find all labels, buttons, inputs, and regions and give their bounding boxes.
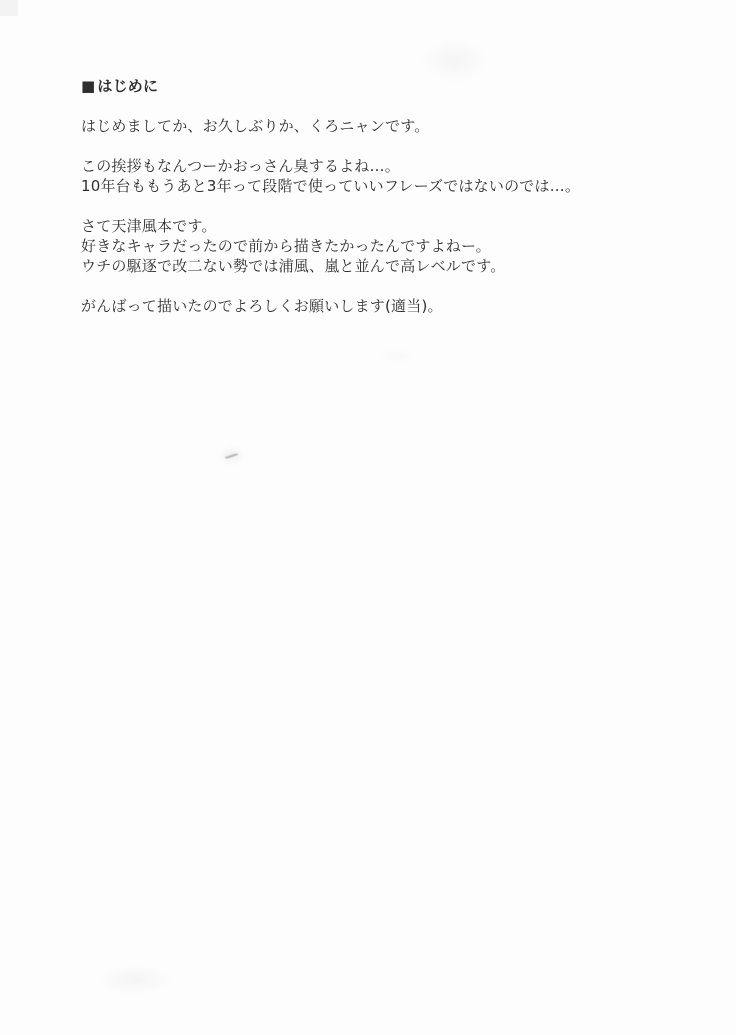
text-line: さて天津風本です。 (81, 217, 217, 235)
scan-artifact-smudge (0, 0, 18, 16)
text-line: この挨拶もなんつーかおっさん臭するよね…。 (81, 157, 400, 175)
text-line: 10年台ももうあと3年って段階で使っていいフレーズではないのでは…。 (81, 177, 581, 195)
section-heading (81, 76, 681, 96)
paragraph-closing (81, 296, 681, 316)
text-line: 好きなキャラだったので前から描きたかったんですよねー。 (81, 237, 491, 255)
text-line: はじめましてか、お久しぶりか、くろニャンです。 (81, 117, 430, 135)
foreword-text-block (81, 76, 681, 316)
scan-artifact-smudge (95, 965, 175, 995)
paragraph-about-book (81, 216, 681, 276)
section-heading-label: はじめに (97, 77, 159, 95)
scan-artifact-scratch (224, 451, 240, 461)
paragraph-aisatsu (81, 156, 681, 196)
paragraph-greeting (81, 116, 681, 136)
text-line: がんばって描いたのでよろしくお願いします(適当)。 (81, 297, 443, 315)
black-square-bullet-icon: ■ (81, 77, 96, 95)
scan-artifact-smudge (380, 348, 414, 364)
text-line: ウチの駆逐で改二ない勢では浦風、嵐と並んで高レベルです。 (81, 257, 506, 275)
